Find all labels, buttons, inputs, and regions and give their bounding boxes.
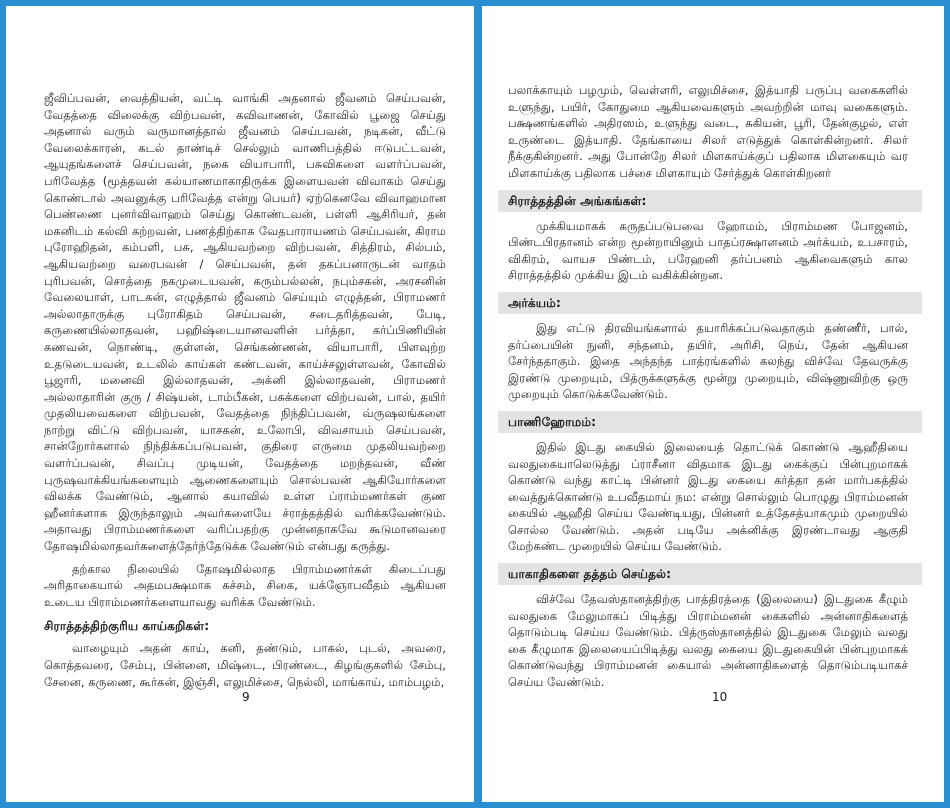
page-number: 9 [242,690,250,704]
body-paragraph: ஜீவிப்பவன், வைத்தியன், வட்டி வாங்கி அதனால் ஜீவனம் செய்பவன், வேதத்தை விலைக்கு விற்பவன், கவிவாணன், கோவில் பூஜை செய்து அதனால் வரும் வருமானத்தால் ஜீவனம் செய்பவன், நடிகன், வீட்டு வேலைக்காரன், கடல் தாண்டிச் செல்லும் வாணிபத்தில் ஈடுபட்டவன், ஆயுதங்களைச் செய்பவன், நகை வியாபாரி, பசுவிகளை வளர்ப்பவன், பரிவேத்த (மூத்தவன் கல்யாணமாகாதிருக்க இளையவன் விவாகம் செய்து கொண்டால் அவனுக்கு பரிவேத்த என்று பெயர்) ஏற்கெனவே விவாஹமான பெண்ணை புனர்விவாஹம் செய்து கொண்டவன், பள்ளி ஆசிரியர், தன் மகனிடம் கல்வி கற்றவன், பணத்திற்காக வேதபாராயணம் செய்பவன், கிராம புரோஹிதன், கம்பளி, பசு, ஆகியவற்றை விற்பவன், சித்திரம், சில்பம், ஆகியவற்றை வரைபவன் / செய்பவன், தன் தகப்பனாருடன் வாதம் புரிபவன், சொத்தை நகமுடையவன், கரும்பல்லன், நபும்சகன், அரசனின் வேலையாள், பாடகன், எழுத்தால் ஜீவனம் செய்யும் எழுத்தன், பிராமணர் அல்லாதாருக்கு புரோகிதம் செய்பவன், சடைதரித்தவன், பேடி, கருணையில்லாதவன், பஹிஷ்டையானவளின் பர்த்தா, கர்ப்பிணியின் கணவன், நொண்டி, குள்ளன், செங்கண்ணன், வியாபாரி, பிளவுற்ற உதடுடையவன், உடலில் காய்கள் கண்டவன், காய்ச்சலுள்ளவன், கோவில் பூஜாரி, மனைவி இல்லாதவன், அக்னி இல்லாதவன், பிராமணர் அல்லாதாரின் குரு / சிஷ்யன், டாம்பீகன், பசுக்களை விற்பவன், பால், தயிர் முதலியவைகளை விற்பவன், வேதத்தை நிந்திப்பவன், வ்ருஷலங்களை நாற்று விட்டு விற்பவன், யாசகன், உலோபி, விவசாயம் செய்பவன், சான்றோர்களால் நிந்திக்கப்படுபவன், குதிரை எருமை முதலியவற்றை வளர்ப்பவன், சிவப்பு முடியன், வேதத்தை மறந்தவன், வீண் புருஷவாக்கியங்களையும் ஆணைகளையும் சொல்பவன் ஆகியோர்களை விலக்க வேண்டும், ஆனால் கயாவில் உள்ள ப்ராம்மணர்கள் குண ஹீனர்களாக இருந்தாலும் அவர்களையே ச்ராத்தத்தில் வரிக்கவேண்டும். அதாவது பிராம்மணர்களை வரிப்பதற்கு முன்னதாகவே கூடுமானவரை தோஷமில்லாதவர்களைத்தேர்ந்தேடுக்க வேண்டும் என்பது கருத்து. [44,91,446,554]
section-heading: அர்க்யம்: [498,292,922,314]
body-paragraph: முக்கியமாகக் கருதப்படுபவை ஹோமம், பிராம்மண போஜனம், பிண்டபிரதானம் என்ற மூன்றாயினும் பாதப்ரக்ஷாளனம் அர்க்யம், உபசாரம், விகிரம், வாயச பிண்டம், பரேஹனி தர்ப்பனம் ஆகிவைகளும் கால சிராத்தத்தில் முக்கிய இடம் வகிக்கின்றன. [508,218,908,283]
body-paragraph: விச்வே தேவஸ்தானத்திற்கு பாத்திரத்தை (இலையை) இடதுகை கீழும் வலதுகை மேலுமாகப் பிடித்து பிராம்மனன் கைகளில் அன்னாதிகளைத் தொடும்படி செய்ய வேண்டும். பித்ருஸ்தானத்தில் இடதுகை மேலும் வலது கை கீழுமாக இலையைப்பிடித்து வலது கையை இடதுகையின் பின்புறமாகக் கொண்டுவந்து பிராம்மனன் கையால் அன்னாதிகளைத் தொடும்படியாகச் செய்ய வேண்டும். [508,592,908,690]
page-number: 10 [712,690,728,704]
left-page [6,6,474,802]
body-paragraph: இதில் இடது கையில் இலையைத் தொட்டுக் கொண்டு ஆஹீதியை வலதுகையாலெடுத்து ப்ராசீனா விதமாக இடது கைக்குப் பின்புறமாகக் கொண்டு வந்து காட்டி பின்னர் இடது கையை கர்த்தா தன் மார்பகத்தில் வைத்துக்கொண்டு உபவீதமாய் நம: என்று சொல்லும் பொழுது பிராம்மனன் கையில் ஆஹீதி செய்ய வேண்டியது, பின்னர் உத்தேசத்யாகமும் முறையில் சொல்ல வேண்டும். அதன் படியே அக்னிக்கு இரண்டாவது ஆகுதி மேற்கண்ட முறையில் செய்ய வேண்டும். [508,439,908,554]
body-paragraph: தற்கால நிலையில் தோஷமில்லாத பிராம்மணர்கள் கிடைப்பது அரிதாகையால் அதமபக்ஷமாக கச்சம், சிகை, யக்ஞோபவீதம் ஆகியன உடைய பிராம்மணர்களையாவது வரிக்க வேண்டும். [44,561,446,609]
body-paragraph: பலாக்காயும் பழமும், வெள்ளரி, எலுமிச்சை, இத்யாதி பருப்பு வகைகளில் உளுந்து, பயிர், கோதுமை ஆகியவைகளும் அவற்றின் மாவு வகைகளும். பக்ஷணங்களில் அதிரஸம், உளுந்து வடை, சுகியன், பூரி, தேன்குழல், எள் உருண்டை இத்யாதி. தேங்காயை சிலர் எடுத்துக் கொள்கின்றனர். சிலர் நீக்குகின்றனர். அது போன்றே சிலர் மிளகாய்க்குப் பதிலாக மிளகையும் வர மிளகாய்க்கு பதிலாக பச்சை மிளகாயும் சேர்த்துக் கொள்கிறனர் [508,83,908,180]
section-heading: சிராத்தத்தின் அங்கங்கள்: [498,190,922,212]
body-paragraph: இது எட்டு திரவியங்களால் தயாரிக்கப்படுவதாகும் தண்ணீர், பால், தர்ப்பையின் நுனி, சந்தனம், தயிர், அரிசி, நெய், தேன் ஆகியன சேர்ந்ததாகும். இதை அந்தந்த பாத்ரங்களில் கலந்து விச்வே தேவருக்கு இரண்டு முறையும், பித்ருக்களுக்கு மூன்று முறையும், விஷ்ணுவிற்கு ஒரு முறையும் கொடுக்கவேண்டும். [508,320,908,402]
section-heading: சிராத்தத்திற்குரிய காய்கறிகள்: [44,619,210,634]
section-heading: பாணிஹோமம்: [498,411,922,433]
right-page [482,6,944,802]
body-paragraph: வாழையும் அதன் காய், கனி, தண்டும், பாகல், புடல், அவரை, கொத்தவரை, சேம்பு, பின்னை, மிஷ்டை, பிரண்டை, கிழங்குகளில் சேம்பு, சேனை, கருணை, கூர்கன், இஞ்சி, எலுமிச்சை, நெல்லி, மாங்காய், மாம்பழம், [44,641,446,689]
section-heading: யாகாதிகளை தத்தம் செய்தல்: [498,563,922,585]
